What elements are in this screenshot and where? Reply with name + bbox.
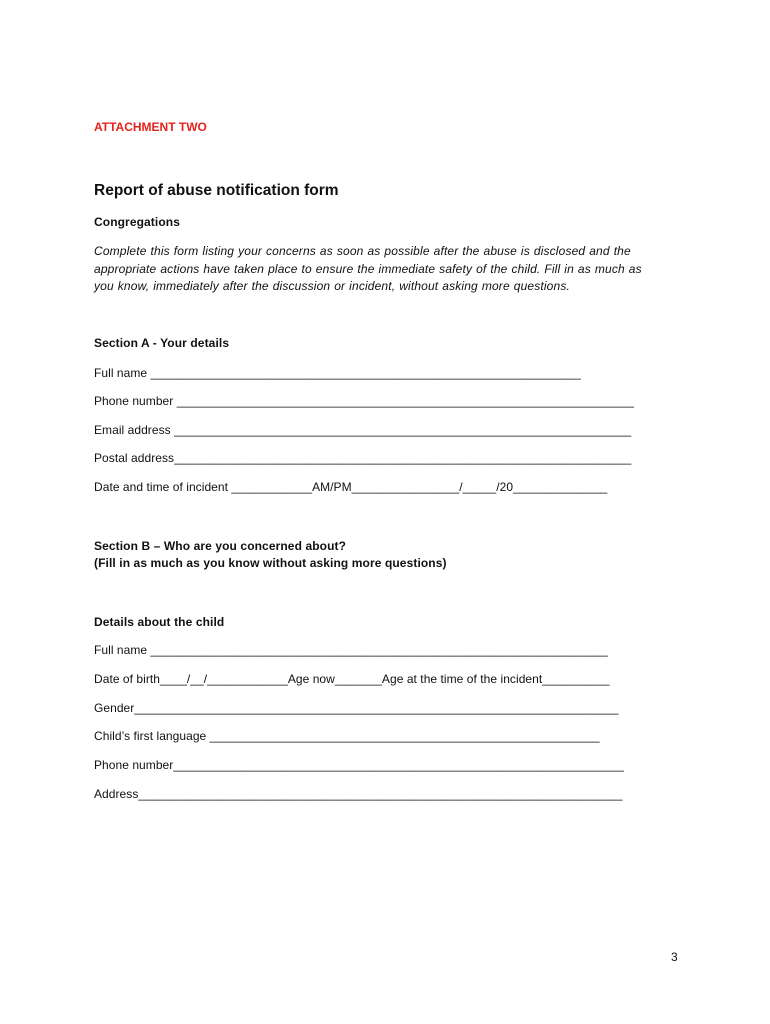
intro-line-3: you know, immediately after the discussion or incident, without asking more questions. <box>94 279 570 293</box>
child-details-heading: Details about the child <box>94 615 225 629</box>
intro-line-1: Complete this form listing your concerns as soon as possible after the abuse is disclosed and the <box>94 244 631 258</box>
field-child-gender[interactable]: Gender________________________________________________________________________ <box>94 701 619 715</box>
field-email-address[interactable]: Email address ____________________________________________________________________ <box>94 423 632 437</box>
audience-heading: Congregations <box>94 215 180 229</box>
field-phone-number[interactable]: Phone number ____________________________________________________________________ <box>94 394 634 408</box>
attachment-label: ATTACHMENT TWO <box>94 120 207 134</box>
field-postal-address[interactable]: Postal address____________________________________________________________________ <box>94 451 632 465</box>
page-number: 3 <box>671 950 678 964</box>
section-b-heading: Section B – Who are you concerned about? <box>94 539 347 553</box>
intro-paragraph <box>94 243 674 296</box>
field-child-address[interactable]: Address________________________________________________________________________ <box>94 787 623 801</box>
field-full-name[interactable]: Full name ________________________________________________________________ <box>94 366 581 380</box>
field-child-dob-age[interactable]: Date of birth____/__/____________Age now_______Age at the time of the incident__________ <box>94 672 610 686</box>
intro-line-2: appropriate actions have taken place to ensure the immediate safety of the child. Fill in as much as <box>94 261 642 276</box>
form-title: Report of abuse notification form <box>94 182 339 199</box>
field-child-first-language[interactable]: Child’s first language __________________________________________________________ <box>94 729 600 743</box>
section-b-subheading: (Fill in as much as you know without asking more questions) <box>94 556 447 570</box>
field-child-phone-number[interactable]: Phone number___________________________________________________________________ <box>94 758 624 772</box>
field-child-full-name[interactable]: Full name ____________________________________________________________________ <box>94 643 608 657</box>
section-a-heading: Section A - Your details <box>94 336 230 350</box>
field-incident-datetime[interactable]: Date and time of incident ____________AM/PM________________/_____/20______________ <box>94 480 608 494</box>
